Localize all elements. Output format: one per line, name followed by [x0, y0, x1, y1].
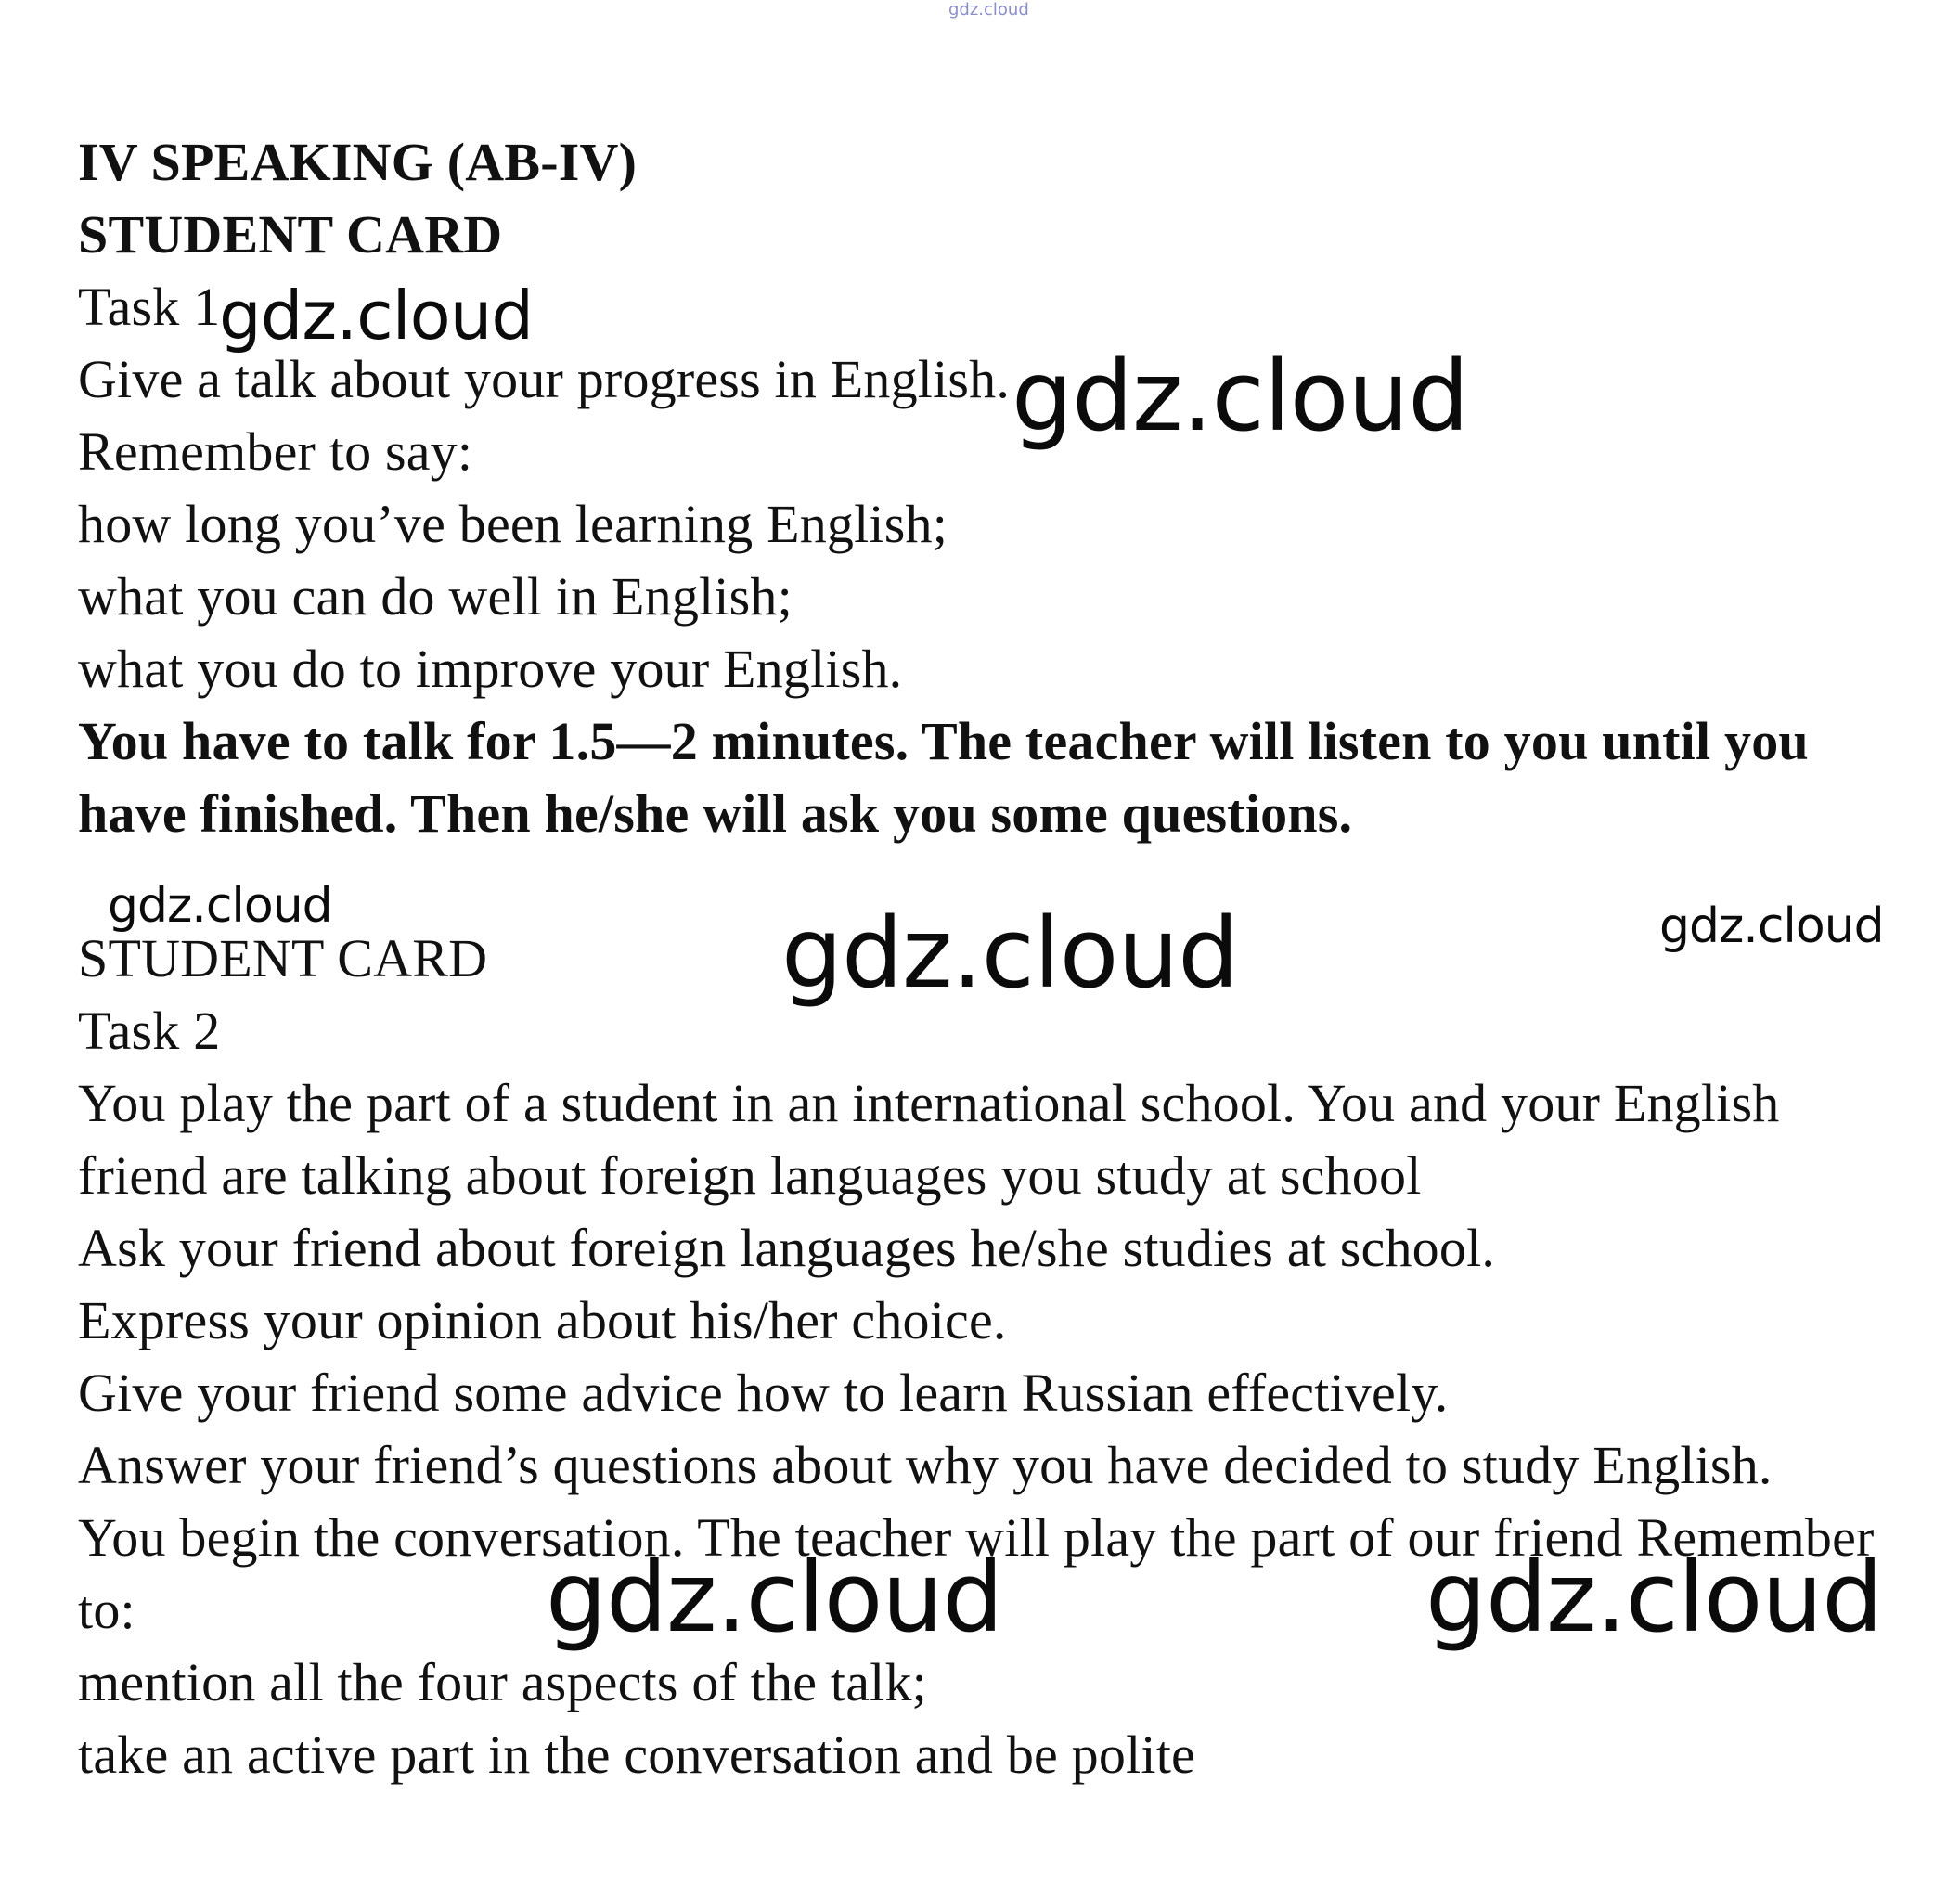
- watermark: gdz.cloud: [1425, 1541, 1883, 1654]
- card2-line: You begin the conversation. The teacher will play the part of our friend Remember: [78, 1507, 1875, 1568]
- card1-line: Give a talk about your progress in English.: [78, 349, 1011, 409]
- card1-line: what you can do well in English;: [78, 566, 793, 627]
- card1-line: what you do to improve your English.: [78, 639, 903, 699]
- card2-line: Give your friend some advice how to learn Russian effectively.: [78, 1363, 1449, 1423]
- card1-line: how long you’ve been learning English;: [78, 494, 948, 554]
- watermark: gdz.cloud: [108, 878, 332, 934]
- card2-line: take an active part in the conversation and be polite: [78, 1725, 1195, 1785]
- watermark: gdz.cloud: [1012, 340, 1469, 453]
- watermark: gdz.cloud: [781, 897, 1239, 1010]
- watermark: gdz.cloud: [219, 277, 534, 355]
- watermark-top: gdz.cloud: [948, 0, 1029, 19]
- card2-line: Answer your friend’s questions about why you have decided to study English.: [78, 1435, 1773, 1495]
- card2-line: friend are talking about foreign languages you study at school: [78, 1145, 1422, 1206]
- card1-instruction: have finished. Then he/she will ask you some questions.: [78, 783, 1353, 844]
- card2-heading: STUDENT CARD: [78, 928, 488, 988]
- card2-line: Ask your friend about foreign languages he/she studies at school.: [78, 1218, 1496, 1278]
- card2-task-label: Task 2: [78, 1001, 221, 1061]
- card2-line: You play the part of a student in an international school. You and your English: [78, 1073, 1780, 1133]
- card1-heading: STUDENT CARD: [78, 204, 503, 265]
- section-title: IV SPEAKING (AB-IV): [78, 132, 638, 192]
- card2-line: to:: [78, 1580, 135, 1640]
- card2-line: mention all the four aspects of the talk;: [78, 1652, 927, 1712]
- card1-line: Remember to say:: [78, 421, 473, 482]
- watermark: gdz.cloud: [546, 1541, 1003, 1654]
- card1-task-label: Task 1: [78, 277, 221, 337]
- card2-line: Express your opinion about his/her choice.: [78, 1290, 1007, 1350]
- watermark: gdz.cloud: [1659, 898, 1884, 954]
- card1-instruction: You have to talk for 1.5—2 minutes. The teacher will listen to you until you: [78, 711, 1809, 771]
